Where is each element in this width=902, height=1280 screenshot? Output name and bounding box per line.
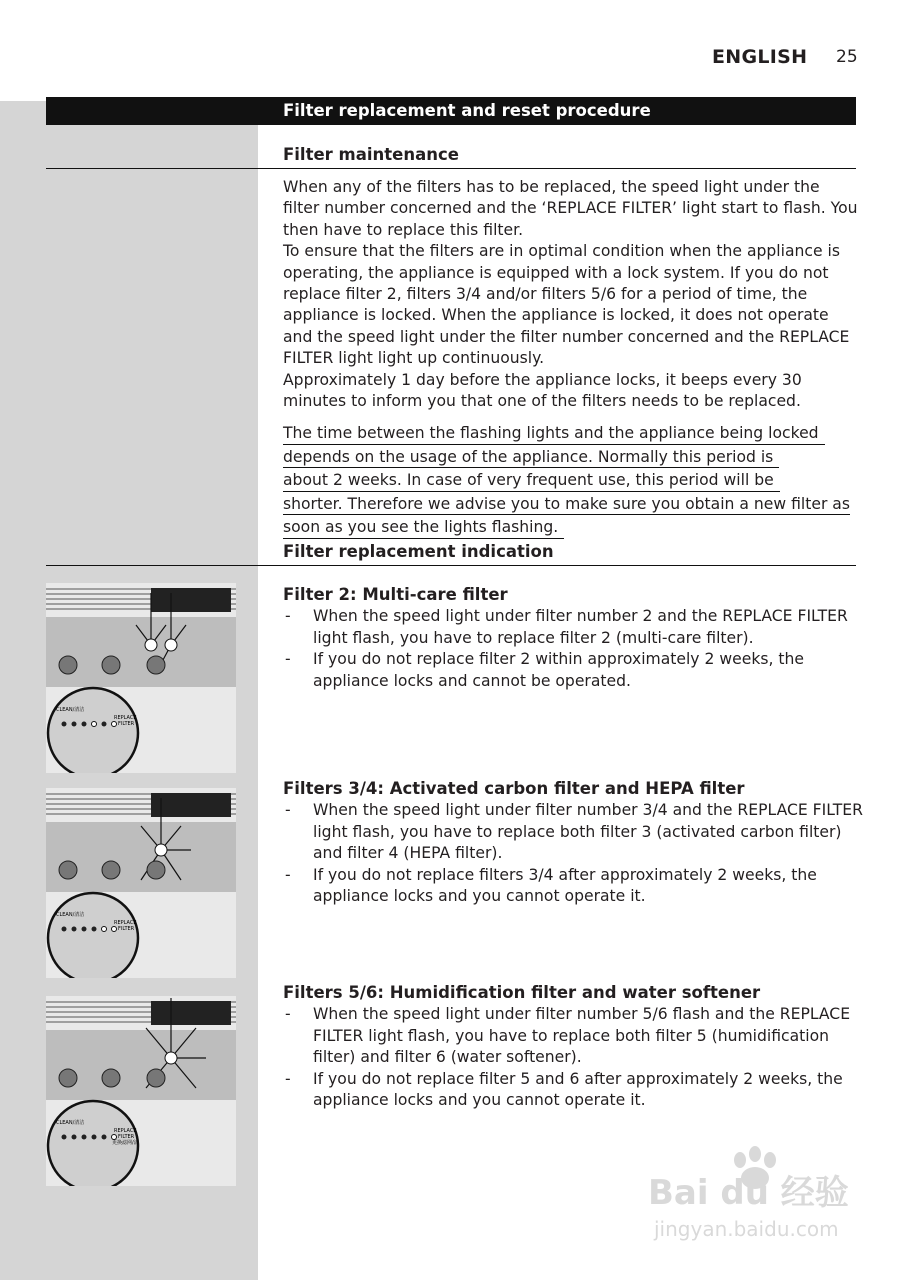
panel-clean-label: CLEAN/清洁 (56, 912, 85, 918)
list-item-text: If you do not replace filter 5 and 6 after approximately 2 weeks, the appliance locks and you cannot operate it. (313, 1069, 843, 1109)
note-line: shorter. Therefore we advise you to make sure you obtain a new filter as (283, 495, 850, 516)
list-item-text: When the speed light under filter number 3/4 and the REPLACE FILTER light flash, you have to replace both filter 3 (activated carbon filter) and filter 4 (HEPA filter). (313, 801, 863, 862)
panel-replace-label: REPLACE (114, 715, 137, 721)
filter-34-panel-illustration (46, 788, 236, 978)
list-item (283, 1069, 863, 1112)
maintenance-paragraph: When any of the filters has to be replaced, the speed light under the filter number concerned and the ‘REPLACE FILTER’ light start to flash. You then have to replace this filter. (283, 178, 858, 239)
watermark-brand: Bai du 经验 (648, 1173, 849, 1213)
baidu-watermark (640, 1140, 855, 1250)
section-title: Filter replacement and reset procedure (283, 101, 651, 120)
indication-heading: Filter replacement indication (283, 542, 554, 561)
list-item (283, 800, 863, 865)
list-marker: - (285, 650, 291, 668)
list-item-text: If you do not replace filters 3/4 after approximately 2 weeks, the appliance locks and you cannot operate it. (313, 865, 817, 905)
maintenance-heading: Filter maintenance (283, 145, 459, 164)
heading-rule (46, 168, 856, 169)
maintenance-paragraph: Approximately 1 day before the appliance locks, it beeps every 30 minutes to inform you that one of the filters needs to be replaced. (283, 370, 802, 411)
list-item-text: When the speed light under filter number 2 and the REPLACE FILTER light flash, you have to replace filter 2 (multi-care filter). (313, 607, 848, 647)
filter-2-panel-illustration (46, 583, 236, 773)
panel-clean-label: CLEAN/清洁 (56, 707, 85, 713)
note-line: depends on the usage of the appliance. Normally this period is (283, 448, 779, 469)
heading-rule (46, 565, 856, 566)
panel-sub-label: 更换滤网/清 (112, 1140, 139, 1146)
header-language: ENGLISH (712, 46, 808, 68)
filter-2-list (283, 606, 863, 692)
list-marker: - (285, 865, 291, 884)
maintenance-body (283, 177, 858, 412)
list-item-text: If you do not replace filter 2 within approximately 2 weeks, the appliance locks and cannot be operated. (313, 650, 804, 690)
panel-clean-label: CLEAN/清洁 (56, 1120, 85, 1126)
list-marker: - (285, 801, 291, 819)
note-line: about 2 weeks. In case of very frequent use, this period will be (283, 471, 780, 492)
maintenance-paragraph: To ensure that the filters are in optimal condition when the appliance is operating, the appliance is equipped with a lock system. If you do not replace filter 2, filters 3/4 and/or filters 5/6 for a period of time, the appliance is locked. When the appliance is locked, it does not operate and the speed light under the filter number concerned and the REPLACE FILTER light light up continuously. (283, 242, 850, 368)
note-line: The time between the flashing lights and the appliance being locked (283, 424, 825, 445)
filter-56-title: Filters 5/6: Humidification filter and water softener (283, 983, 761, 1002)
list-item (283, 649, 863, 692)
panel-filter-label: FILTER (118, 721, 135, 727)
page-number: 25 (836, 47, 858, 67)
filter-34-title: Filters 3/4: Activated carbon filter and HEPA filter (283, 779, 745, 798)
note-line: soon as you see the lights flashing. (283, 518, 564, 539)
filter-34-list (283, 800, 863, 908)
watermark-url: jingyan.baidu.com (654, 1217, 839, 1241)
list-marker: - (285, 1005, 291, 1023)
list-item (283, 1004, 863, 1069)
panel-filter-label: FILTER (118, 926, 135, 932)
list-marker: - (285, 1069, 291, 1088)
panel-replace-label: REPLACE (114, 1128, 137, 1134)
filter-56-list (283, 1004, 863, 1112)
section-title-bar (46, 97, 856, 125)
filter-2-title: Filter 2: Multi-care filter (283, 585, 508, 604)
list-item-text: When the speed light under filter number 5/6 flash and the REPLACE FILTER light flash, you have to replace both filter 5 (humidification filter) and filter 6 (water softener). (313, 1005, 851, 1066)
filter-56-panel-illustration (46, 996, 236, 1186)
list-marker: - (285, 607, 291, 625)
list-item (283, 865, 863, 908)
list-item (283, 606, 863, 649)
panel-filter-label: FILTER (118, 1134, 135, 1140)
panel-replace-label: REPLACE (114, 920, 137, 926)
note-block (283, 423, 863, 541)
